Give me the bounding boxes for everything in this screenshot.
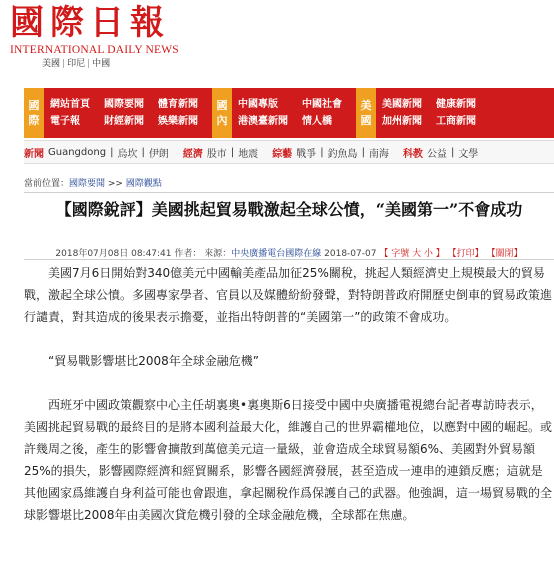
nav-column [50, 88, 90, 138]
nav-item-hk-macau-taiwan[interactable]: 港澳臺新聞 [238, 116, 288, 127]
divider [24, 259, 554, 260]
article-paragraph: 美國7月6日開始對340億美元中國輸美產品加征25%關稅，挑起人類經濟史上規模最大的貿易戰，激起全球公憤。多國專家學者、官員以及媒體紛紛發聲，對特朗普政府開歷史倒車的貿易政策進行譴責，對其造成的後果表示擔憂，並指出特朗普的“美國第一”的政策不會成功。 [24, 266, 553, 324]
topic-link[interactable]: 伊朗 [148, 148, 169, 160]
topic-link[interactable]: 股市 [206, 148, 227, 160]
nav-column [238, 88, 288, 138]
topic-link[interactable]: 公益 [426, 148, 447, 160]
article-source-date: 2018-07-07 [324, 249, 377, 259]
article-meta [24, 246, 554, 259]
article-time-author: 2018年07月08日 08:47:41 作者： [55, 249, 202, 259]
nav-item-china-society[interactable]: 中國社會 [302, 99, 342, 110]
nav-item-business-news[interactable]: 工商新聞 [436, 116, 476, 127]
topic-link[interactable]: 地震 [238, 148, 259, 160]
nav-item-us-news[interactable]: 美國新聞 [382, 99, 422, 110]
nav-item-health-news[interactable]: 健康新聞 [436, 99, 476, 110]
breadcrumb-prefix: 當前位置： [24, 179, 70, 189]
topic-nav [24, 140, 554, 164]
close-button[interactable]: 【關閉】 [486, 249, 523, 259]
nav-column [104, 88, 144, 138]
topic-group-variety: 綜藝 戰爭 | 釣魚島 | 南海 [272, 146, 389, 160]
nav-category-char: 美 [360, 99, 372, 112]
logo-chinese: 國際日報 [10, 3, 170, 43]
article-subheading: “貿易戰影響堪比2008年全球金融危機” [48, 354, 259, 368]
nav-item-home[interactable]: 網站首頁 [50, 99, 90, 110]
nav-category-international[interactable] [24, 88, 44, 138]
nav-category-char: 國 [216, 99, 228, 112]
site-logo[interactable] [10, 4, 180, 56]
nav-category-char: 國 [28, 99, 40, 112]
topic-link[interactable]: 釣魚島 [327, 148, 358, 160]
article-body [24, 262, 554, 526]
nav-item-finance[interactable]: 財經新聞 [104, 116, 144, 127]
breadcrumb [24, 176, 162, 189]
nav-category-char: 國 [360, 114, 372, 127]
topic-label-news[interactable]: 新聞 [24, 148, 44, 160]
nav-item-china-edition[interactable]: 中國專版 [238, 99, 278, 110]
breadcrumb-link-intl-opinion[interactable]: 國際觀點 [125, 179, 162, 189]
nav-item-e-paper[interactable]: 電子報 [50, 116, 80, 127]
logo-english: INTERNATIONAL DAILY NEWS [10, 44, 179, 56]
divider [24, 192, 554, 193]
font-size-control[interactable]: 【 字號 大 小 】 [379, 249, 445, 259]
topic-group-news: 新聞 Guangdong | 烏坎 | 伊朗 [24, 146, 169, 160]
nav-category-char: 內 [216, 114, 228, 127]
nav-item-california-news[interactable]: 加州新聞 [382, 116, 422, 127]
main-nav [24, 88, 554, 138]
article-source-link[interactable]: 中央廣播電台國際在線 [231, 249, 322, 259]
nav-category-domestic[interactable] [212, 88, 232, 138]
nav-column [302, 88, 342, 138]
nav-column [436, 88, 476, 138]
topic-group-economy: 經濟 股市 | 地震 [182, 146, 259, 160]
edition-link-us[interactable]: 美國 [42, 59, 61, 69]
topic-link[interactable]: 南海 [368, 148, 389, 160]
nav-column [382, 88, 422, 138]
topic-label-variety[interactable]: 綜藝 [272, 148, 293, 160]
topic-link[interactable]: 文學 [458, 148, 479, 160]
nav-item-intl-news[interactable]: 國際要聞 [104, 99, 144, 110]
edition-switcher: 美國 | 印尼 | 中國 [42, 59, 111, 69]
topic-label-science[interactable]: 科教 [402, 148, 423, 160]
breadcrumb-link-intl-news[interactable]: 國際要聞 [69, 179, 106, 189]
nav-column [158, 88, 198, 138]
topic-link[interactable]: Guangdong [48, 146, 107, 158]
nav-category-char: 際 [28, 114, 40, 127]
topic-link[interactable]: 烏坎 [117, 148, 138, 160]
nav-item-lovers-bridge[interactable]: 情人橋 [302, 116, 332, 127]
nav-item-sports[interactable]: 體育新聞 [158, 99, 198, 110]
article-source-label: 來源： [204, 249, 232, 259]
nav-item-entertainment[interactable]: 娛樂新聞 [158, 116, 198, 127]
topic-label-economy[interactable]: 經濟 [182, 148, 203, 160]
edition-link-china[interactable]: 中國 [92, 59, 111, 69]
edition-link-indonesia[interactable]: 印尼 [67, 59, 86, 69]
topic-link[interactable]: 戰爭 [296, 148, 317, 160]
topic-group-science: 科教 公益 | 文學 [402, 146, 479, 160]
nav-category-usa[interactable] [356, 88, 376, 138]
breadcrumb-separator: >> [105, 179, 126, 189]
article-title: 【國際銳評】美國挑起貿易戰激起全球公憤，“美國第一”不會成功 [55, 200, 523, 219]
print-button[interactable]: 【打印】 [447, 249, 484, 259]
article-paragraph: 西班牙中國政策觀察中心主任胡裏奧•裏奧斯6日接受中國中央廣播電視總台記者專訪時表示，美國挑起貿易戰的最終目的是將本國利益最大化，維護自己的世界霸權地位，以應對中國的崛起。或許幾周之後，產生的影響會擴散到萬億美元這一量級，並會造成全球貿易額6%、美國對外貿易額25%的損失，影響國際經濟和經貿關系，影響各國經濟發展，甚至造成一連串的連鎖反應；這就是其他國家爲維護自身利益可能也會跟進，拿起關稅作爲保護自己的武器。他強調，這一場貿易戰的全球影響堪比2008年由美國次貸危機引發的全球金融危機，全球都在焦慮。 [24, 398, 553, 522]
